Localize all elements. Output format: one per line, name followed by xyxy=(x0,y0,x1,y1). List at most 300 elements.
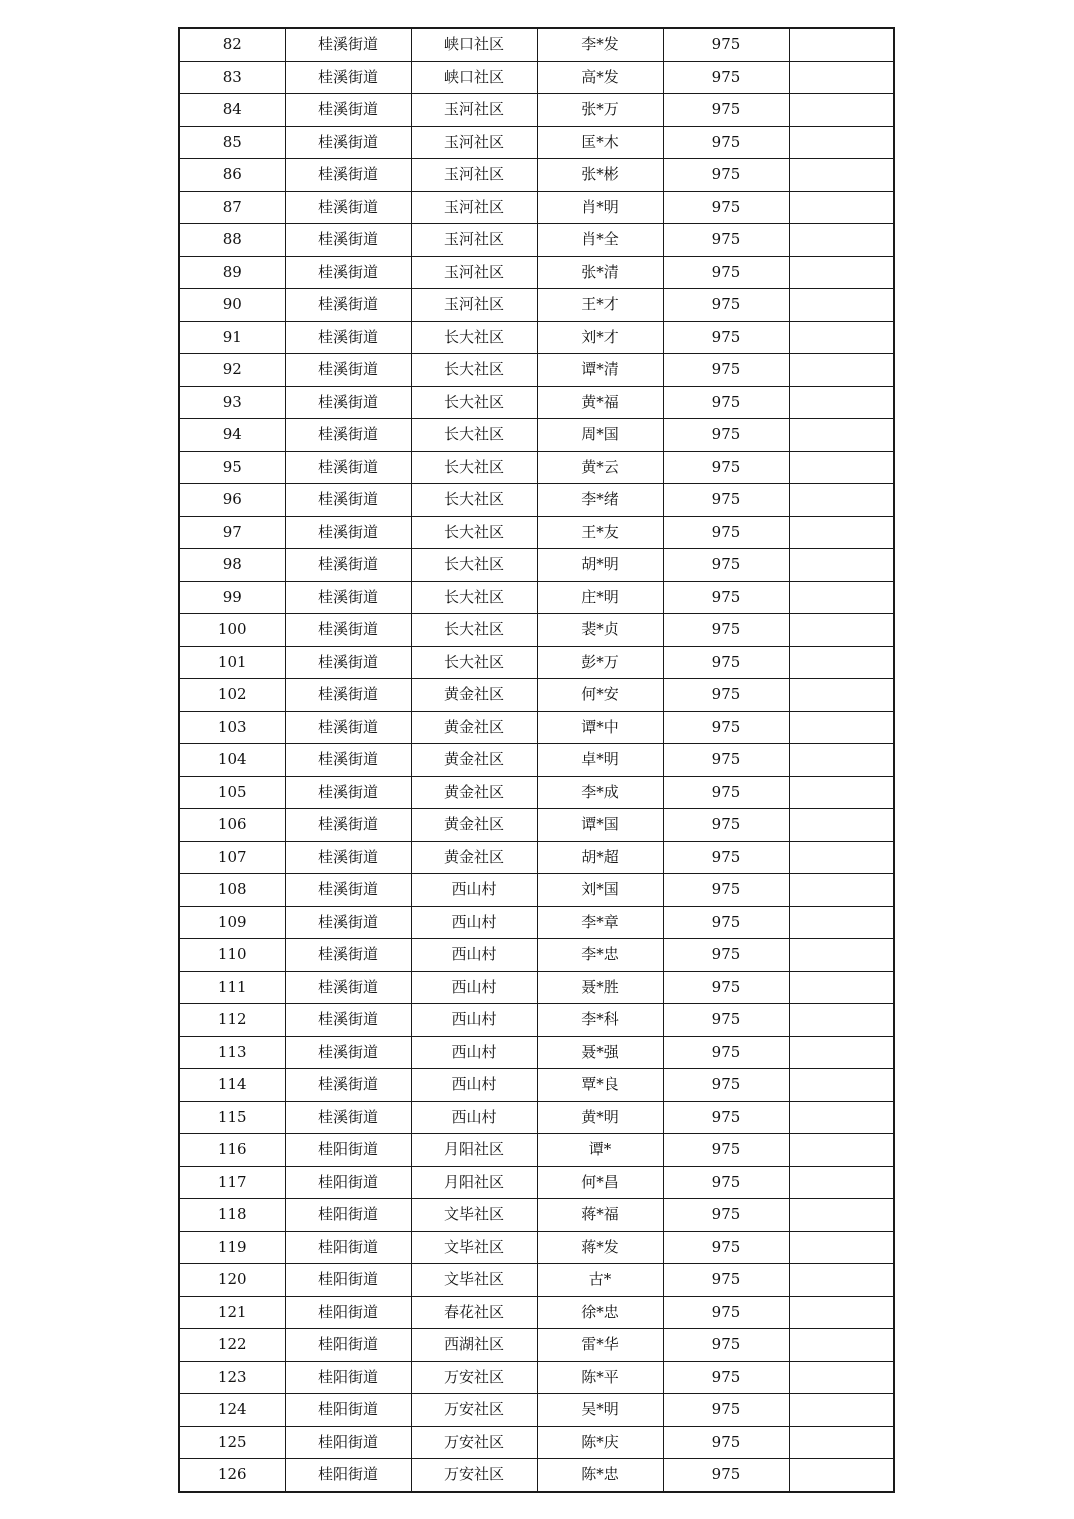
cell-name: 谭*中 xyxy=(537,711,663,744)
cell-number: 105 xyxy=(179,776,285,809)
cell-number: 113 xyxy=(179,1036,285,1069)
cell-community: 峡口社区 xyxy=(411,61,537,94)
cell-community: 万安社区 xyxy=(411,1459,537,1492)
cell-number: 92 xyxy=(179,354,285,387)
table-row xyxy=(179,744,894,777)
cell-amount: 975 xyxy=(663,28,789,61)
cell-name: 庄*明 xyxy=(537,581,663,614)
cell-amount: 975 xyxy=(663,1329,789,1362)
table-row xyxy=(179,1296,894,1329)
cell-number: 87 xyxy=(179,191,285,224)
cell-number: 119 xyxy=(179,1231,285,1264)
cell-note xyxy=(789,1069,894,1102)
cell-name: 蒋*发 xyxy=(537,1231,663,1264)
cell-community: 万安社区 xyxy=(411,1426,537,1459)
table-row xyxy=(179,159,894,192)
table-row xyxy=(179,549,894,582)
cell-amount: 975 xyxy=(663,549,789,582)
cell-name: 匡*木 xyxy=(537,126,663,159)
cell-name: 李*发 xyxy=(537,28,663,61)
cell-community: 西山村 xyxy=(411,1101,537,1134)
cell-community: 黄金社区 xyxy=(411,711,537,744)
cell-note xyxy=(789,1004,894,1037)
cell-amount: 975 xyxy=(663,126,789,159)
cell-amount: 975 xyxy=(663,159,789,192)
cell-amount: 975 xyxy=(663,776,789,809)
table-row xyxy=(179,1264,894,1297)
cell-note xyxy=(789,906,894,939)
cell-amount: 975 xyxy=(663,1036,789,1069)
cell-note xyxy=(789,1426,894,1459)
cell-number: 115 xyxy=(179,1101,285,1134)
cell-number: 117 xyxy=(179,1166,285,1199)
cell-street: 桂溪街道 xyxy=(285,1004,411,1037)
cell-community: 万安社区 xyxy=(411,1361,537,1394)
cell-note xyxy=(789,1264,894,1297)
cell-amount: 975 xyxy=(663,451,789,484)
cell-street: 桂阳街道 xyxy=(285,1329,411,1362)
table-row xyxy=(179,516,894,549)
cell-community: 西山村 xyxy=(411,1069,537,1102)
cell-street: 桂溪街道 xyxy=(285,516,411,549)
cell-name: 谭*国 xyxy=(537,809,663,842)
cell-number: 118 xyxy=(179,1199,285,1232)
cell-community: 黄金社区 xyxy=(411,744,537,777)
cell-number: 126 xyxy=(179,1459,285,1492)
cell-street: 桂阳街道 xyxy=(285,1459,411,1492)
cell-number: 96 xyxy=(179,484,285,517)
table-row xyxy=(179,1459,894,1492)
cell-community: 长大社区 xyxy=(411,581,537,614)
cell-street: 桂溪街道 xyxy=(285,971,411,1004)
cell-name: 徐*忠 xyxy=(537,1296,663,1329)
cell-number: 97 xyxy=(179,516,285,549)
cell-street: 桂溪街道 xyxy=(285,1069,411,1102)
cell-community: 长大社区 xyxy=(411,646,537,679)
cell-street: 桂阳街道 xyxy=(285,1426,411,1459)
cell-name: 何*安 xyxy=(537,679,663,712)
cell-street: 桂溪街道 xyxy=(285,256,411,289)
cell-note xyxy=(789,1101,894,1134)
cell-note xyxy=(789,1166,894,1199)
cell-name: 王*友 xyxy=(537,516,663,549)
cell-amount: 975 xyxy=(663,484,789,517)
cell-street: 桂阳街道 xyxy=(285,1231,411,1264)
cell-community: 长大社区 xyxy=(411,386,537,419)
cell-number: 124 xyxy=(179,1394,285,1427)
cell-number: 109 xyxy=(179,906,285,939)
cell-street: 桂溪街道 xyxy=(285,809,411,842)
cell-community: 黄金社区 xyxy=(411,809,537,842)
cell-number: 103 xyxy=(179,711,285,744)
cell-note xyxy=(789,809,894,842)
cell-number: 85 xyxy=(179,126,285,159)
table-row xyxy=(179,1361,894,1394)
cell-note xyxy=(789,224,894,257)
cell-name: 谭* xyxy=(537,1134,663,1167)
table-row xyxy=(179,809,894,842)
cell-amount: 975 xyxy=(663,419,789,452)
table-row xyxy=(179,1329,894,1362)
cell-community: 西山村 xyxy=(411,874,537,907)
cell-name: 吴*明 xyxy=(537,1394,663,1427)
cell-name: 何*昌 xyxy=(537,1166,663,1199)
cell-community: 玉河社区 xyxy=(411,224,537,257)
cell-street: 桂溪街道 xyxy=(285,744,411,777)
cell-amount: 975 xyxy=(663,61,789,94)
cell-community: 长大社区 xyxy=(411,321,537,354)
cell-number: 88 xyxy=(179,224,285,257)
cell-amount: 975 xyxy=(663,1069,789,1102)
cell-community: 文毕社区 xyxy=(411,1231,537,1264)
cell-street: 桂溪街道 xyxy=(285,549,411,582)
cell-amount: 975 xyxy=(663,94,789,127)
cell-note xyxy=(789,874,894,907)
cell-amount: 975 xyxy=(663,971,789,1004)
cell-amount: 975 xyxy=(663,256,789,289)
cell-street: 桂阳街道 xyxy=(285,1166,411,1199)
table-row xyxy=(179,28,894,61)
cell-street: 桂溪街道 xyxy=(285,841,411,874)
cell-number: 120 xyxy=(179,1264,285,1297)
cell-community: 春花社区 xyxy=(411,1296,537,1329)
cell-note xyxy=(789,516,894,549)
cell-street: 桂溪街道 xyxy=(285,419,411,452)
cell-street: 桂溪街道 xyxy=(285,159,411,192)
cell-number: 114 xyxy=(179,1069,285,1102)
table-row xyxy=(179,939,894,972)
cell-number: 116 xyxy=(179,1134,285,1167)
cell-street: 桂阳街道 xyxy=(285,1296,411,1329)
cell-amount: 975 xyxy=(663,744,789,777)
table-row xyxy=(179,614,894,647)
table-row xyxy=(179,1394,894,1427)
cell-street: 桂溪街道 xyxy=(285,1036,411,1069)
cell-amount: 975 xyxy=(663,516,789,549)
cell-street: 桂溪街道 xyxy=(285,451,411,484)
cell-amount: 975 xyxy=(663,1361,789,1394)
cell-number: 111 xyxy=(179,971,285,1004)
table-row xyxy=(179,1231,894,1264)
table-row xyxy=(179,419,894,452)
cell-name: 肖*明 xyxy=(537,191,663,224)
cell-amount: 975 xyxy=(663,1296,789,1329)
cell-amount: 975 xyxy=(663,354,789,387)
cell-note xyxy=(789,841,894,874)
cell-name: 裴*贞 xyxy=(537,614,663,647)
table-row xyxy=(179,354,894,387)
table-row xyxy=(179,906,894,939)
cell-street: 桂溪街道 xyxy=(285,321,411,354)
cell-note xyxy=(789,939,894,972)
cell-community: 西湖社区 xyxy=(411,1329,537,1362)
cell-note xyxy=(789,1329,894,1362)
cell-amount: 975 xyxy=(663,614,789,647)
cell-amount: 975 xyxy=(663,874,789,907)
table-row xyxy=(179,776,894,809)
cell-name: 李*科 xyxy=(537,1004,663,1037)
table-row xyxy=(179,679,894,712)
table-row xyxy=(179,1036,894,1069)
table-row xyxy=(179,711,894,744)
cell-number: 110 xyxy=(179,939,285,972)
data-table xyxy=(178,27,895,1493)
cell-number: 89 xyxy=(179,256,285,289)
cell-community: 西山村 xyxy=(411,971,537,1004)
cell-community: 西山村 xyxy=(411,906,537,939)
cell-note xyxy=(789,1296,894,1329)
cell-street: 桂溪街道 xyxy=(285,939,411,972)
table-row xyxy=(179,1199,894,1232)
cell-street: 桂阳街道 xyxy=(285,1361,411,1394)
cell-community: 长大社区 xyxy=(411,419,537,452)
cell-amount: 975 xyxy=(663,679,789,712)
cell-community: 玉河社区 xyxy=(411,191,537,224)
cell-community: 玉河社区 xyxy=(411,94,537,127)
table-row xyxy=(179,256,894,289)
cell-name: 卓*明 xyxy=(537,744,663,777)
cell-street: 桂溪街道 xyxy=(285,126,411,159)
cell-street: 桂溪街道 xyxy=(285,1101,411,1134)
table-row xyxy=(179,1426,894,1459)
cell-note xyxy=(789,679,894,712)
cell-number: 86 xyxy=(179,159,285,192)
cell-name: 黄*明 xyxy=(537,1101,663,1134)
cell-number: 125 xyxy=(179,1426,285,1459)
cell-note xyxy=(789,1134,894,1167)
cell-name: 李*忠 xyxy=(537,939,663,972)
cell-community: 玉河社区 xyxy=(411,289,537,322)
cell-number: 99 xyxy=(179,581,285,614)
cell-community: 长大社区 xyxy=(411,614,537,647)
cell-name: 覃*良 xyxy=(537,1069,663,1102)
cell-amount: 975 xyxy=(663,581,789,614)
cell-note xyxy=(789,386,894,419)
cell-amount: 975 xyxy=(663,906,789,939)
cell-name: 周*国 xyxy=(537,419,663,452)
cell-note xyxy=(789,94,894,127)
table-row xyxy=(179,1101,894,1134)
cell-name: 张*万 xyxy=(537,94,663,127)
cell-amount: 975 xyxy=(663,1199,789,1232)
cell-amount: 975 xyxy=(663,841,789,874)
cell-name: 黄*云 xyxy=(537,451,663,484)
cell-amount: 975 xyxy=(663,711,789,744)
cell-amount: 975 xyxy=(663,1459,789,1492)
cell-note xyxy=(789,1036,894,1069)
cell-name: 李*章 xyxy=(537,906,663,939)
table-row xyxy=(179,289,894,322)
cell-number: 121 xyxy=(179,1296,285,1329)
cell-note xyxy=(789,614,894,647)
cell-street: 桂溪街道 xyxy=(285,906,411,939)
cell-street: 桂溪街道 xyxy=(285,711,411,744)
cell-street: 桂溪街道 xyxy=(285,61,411,94)
cell-name: 雷*华 xyxy=(537,1329,663,1362)
cell-name: 胡*超 xyxy=(537,841,663,874)
cell-note xyxy=(789,776,894,809)
cell-name: 聂*强 xyxy=(537,1036,663,1069)
cell-name: 王*才 xyxy=(537,289,663,322)
cell-amount: 975 xyxy=(663,1231,789,1264)
cell-note xyxy=(789,256,894,289)
cell-street: 桂溪街道 xyxy=(285,614,411,647)
cell-number: 123 xyxy=(179,1361,285,1394)
cell-note xyxy=(789,744,894,777)
cell-number: 82 xyxy=(179,28,285,61)
cell-name: 陈*平 xyxy=(537,1361,663,1394)
cell-note xyxy=(789,646,894,679)
cell-community: 长大社区 xyxy=(411,484,537,517)
cell-name: 聂*胜 xyxy=(537,971,663,1004)
cell-street: 桂溪街道 xyxy=(285,191,411,224)
cell-number: 104 xyxy=(179,744,285,777)
cell-community: 玉河社区 xyxy=(411,126,537,159)
cell-community: 玉河社区 xyxy=(411,159,537,192)
cell-community: 万安社区 xyxy=(411,1394,537,1427)
cell-note xyxy=(789,61,894,94)
cell-street: 桂阳街道 xyxy=(285,1134,411,1167)
cell-note xyxy=(789,191,894,224)
cell-community: 文毕社区 xyxy=(411,1199,537,1232)
cell-number: 83 xyxy=(179,61,285,94)
cell-name: 彭*万 xyxy=(537,646,663,679)
table-row xyxy=(179,484,894,517)
table-row xyxy=(179,581,894,614)
cell-community: 黄金社区 xyxy=(411,841,537,874)
cell-number: 108 xyxy=(179,874,285,907)
cell-street: 桂溪街道 xyxy=(285,28,411,61)
cell-note xyxy=(789,581,894,614)
cell-amount: 975 xyxy=(663,1166,789,1199)
cell-amount: 975 xyxy=(663,939,789,972)
cell-amount: 975 xyxy=(663,191,789,224)
cell-amount: 975 xyxy=(663,321,789,354)
cell-community: 文毕社区 xyxy=(411,1264,537,1297)
cell-name: 黄*福 xyxy=(537,386,663,419)
table-row xyxy=(179,191,894,224)
cell-community: 长大社区 xyxy=(411,451,537,484)
cell-street: 桂溪街道 xyxy=(285,94,411,127)
cell-amount: 975 xyxy=(663,1134,789,1167)
cell-note xyxy=(789,419,894,452)
cell-street: 桂溪街道 xyxy=(285,224,411,257)
cell-name: 刘*才 xyxy=(537,321,663,354)
cell-number: 101 xyxy=(179,646,285,679)
cell-note xyxy=(789,549,894,582)
cell-number: 107 xyxy=(179,841,285,874)
cell-community: 月阳社区 xyxy=(411,1134,537,1167)
cell-note xyxy=(789,1361,894,1394)
cell-amount: 975 xyxy=(663,1426,789,1459)
table-row xyxy=(179,321,894,354)
cell-name: 李*绪 xyxy=(537,484,663,517)
cell-street: 桂溪街道 xyxy=(285,874,411,907)
cell-community: 西山村 xyxy=(411,1036,537,1069)
cell-number: 84 xyxy=(179,94,285,127)
cell-name: 刘*国 xyxy=(537,874,663,907)
cell-number: 106 xyxy=(179,809,285,842)
table-row xyxy=(179,386,894,419)
cell-name: 谭*清 xyxy=(537,354,663,387)
cell-street: 桂阳街道 xyxy=(285,1199,411,1232)
cell-number: 100 xyxy=(179,614,285,647)
table-row xyxy=(179,94,894,127)
cell-number: 122 xyxy=(179,1329,285,1362)
table-row xyxy=(179,1069,894,1102)
cell-street: 桂阳街道 xyxy=(285,1264,411,1297)
cell-name: 李*成 xyxy=(537,776,663,809)
cell-note xyxy=(789,1199,894,1232)
cell-community: 玉河社区 xyxy=(411,256,537,289)
table-row xyxy=(179,971,894,1004)
table-body xyxy=(179,28,894,1492)
cell-street: 桂溪街道 xyxy=(285,776,411,809)
cell-number: 93 xyxy=(179,386,285,419)
cell-community: 长大社区 xyxy=(411,354,537,387)
table-row xyxy=(179,1004,894,1037)
cell-number: 90 xyxy=(179,289,285,322)
table-row xyxy=(179,126,894,159)
cell-community: 西山村 xyxy=(411,1004,537,1037)
cell-name: 古* xyxy=(537,1264,663,1297)
cell-street: 桂溪街道 xyxy=(285,581,411,614)
cell-number: 98 xyxy=(179,549,285,582)
table-row xyxy=(179,451,894,484)
cell-number: 102 xyxy=(179,679,285,712)
cell-community: 长大社区 xyxy=(411,549,537,582)
cell-note xyxy=(789,126,894,159)
cell-note xyxy=(789,451,894,484)
cell-name: 陈*庆 xyxy=(537,1426,663,1459)
cell-number: 95 xyxy=(179,451,285,484)
cell-note xyxy=(789,711,894,744)
table-row xyxy=(179,841,894,874)
cell-note xyxy=(789,289,894,322)
cell-amount: 975 xyxy=(663,809,789,842)
cell-name: 高*发 xyxy=(537,61,663,94)
table-row xyxy=(179,1166,894,1199)
cell-community: 黄金社区 xyxy=(411,776,537,809)
cell-community: 黄金社区 xyxy=(411,679,537,712)
cell-community: 月阳社区 xyxy=(411,1166,537,1199)
cell-number: 91 xyxy=(179,321,285,354)
table-row xyxy=(179,224,894,257)
cell-street: 桂溪街道 xyxy=(285,679,411,712)
cell-note xyxy=(789,1231,894,1264)
cell-amount: 975 xyxy=(663,646,789,679)
cell-street: 桂溪街道 xyxy=(285,354,411,387)
table-row xyxy=(179,61,894,94)
cell-street: 桂溪街道 xyxy=(285,386,411,419)
cell-street: 桂溪街道 xyxy=(285,484,411,517)
cell-amount: 975 xyxy=(663,1101,789,1134)
cell-name: 蒋*福 xyxy=(537,1199,663,1232)
cell-amount: 975 xyxy=(663,289,789,322)
cell-note xyxy=(789,159,894,192)
cell-note xyxy=(789,1459,894,1492)
cell-name: 胡*明 xyxy=(537,549,663,582)
cell-name: 肖*全 xyxy=(537,224,663,257)
cell-amount: 975 xyxy=(663,1264,789,1297)
cell-street: 桂溪街道 xyxy=(285,646,411,679)
cell-street: 桂阳街道 xyxy=(285,1394,411,1427)
cell-street: 桂溪街道 xyxy=(285,289,411,322)
cell-name: 张*彬 xyxy=(537,159,663,192)
cell-note xyxy=(789,28,894,61)
cell-amount: 975 xyxy=(663,386,789,419)
cell-number: 94 xyxy=(179,419,285,452)
